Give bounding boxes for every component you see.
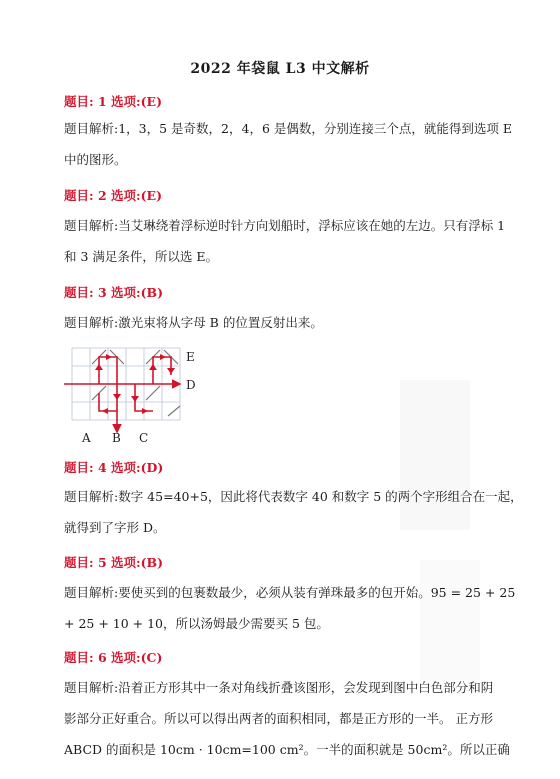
- question-explanation: [64, 210, 506, 272]
- label-E: E: [186, 350, 195, 364]
- mirrors: [92, 350, 180, 416]
- question-header: 题目: 4 选项:(D): [64, 460, 164, 475]
- label-C: C: [139, 431, 149, 445]
- explanation-line: 题目解析:当艾琳绕着浮标逆时针方向划船时，浮标应该在她的左边。只有浮标 1: [64, 218, 506, 233]
- explanation-line: 题目解析:要使买到的包裹数最少，必须从装有弹珠最多的包开始。95 = 25 + 25: [64, 585, 516, 600]
- question-header: 题目: 6 选项:(C): [64, 650, 163, 665]
- explanation-line: 中的图形。: [64, 152, 127, 167]
- explanation-line: 题目解析:数字 45=40+5，因此将代表数字 40 和数字 5 的两个字形组合在一起，: [64, 489, 523, 504]
- explanation-line: 就得到了字形 D。: [64, 520, 166, 535]
- laser-maze-diagram: [62, 344, 212, 450]
- explanation-line: 和 3 满足条件，所以选 E。: [64, 249, 218, 264]
- explanation-line: + 25 + 10 + 10，所以汤姆最少需要买 5 包。: [64, 616, 329, 631]
- diagram-labels: [81, 350, 196, 445]
- question-explanation: [64, 672, 510, 765]
- question-header: 题目: 2 选项:(E): [64, 188, 162, 203]
- question-header: 题目: 1 选项:(E): [64, 94, 162, 109]
- explanation-line: 题目解析:沿着正方形其中一条对角线折叠该图形，会发现到图中白色部分和阴: [64, 680, 494, 695]
- label-A: A: [82, 431, 91, 445]
- explanation-line: 影部分正好重合。所以可以得出两者的面积相同，都是正方形的一半。 正方形: [64, 711, 493, 726]
- explanation-line: 题目解析:激光束将从字母 B 的位置反射出来。: [64, 315, 323, 330]
- question-header: 题目: 3 选项:(B): [64, 285, 164, 300]
- question-explanation: [64, 113, 512, 175]
- laser-path: [64, 357, 180, 432]
- question-explanation: [64, 307, 500, 338]
- question-explanation: [64, 577, 516, 639]
- label-B: B: [112, 431, 121, 445]
- question-explanation: [64, 481, 523, 543]
- explanation-line: ABCD 的面积是 10cm · 10cm=100 cm²。一半的面积就是 50cm²。所以正确: [64, 742, 510, 757]
- page-title: 2022 年袋鼠 L3 中文解析: [190, 61, 370, 77]
- label-D: D: [186, 378, 196, 392]
- explanation-line: 题目解析:1，3，5 是奇数，2，4，6 是偶数，分别连接三个点，就能得到选项 E: [64, 121, 512, 136]
- question-header: 题目: 5 选项:(B): [64, 555, 164, 570]
